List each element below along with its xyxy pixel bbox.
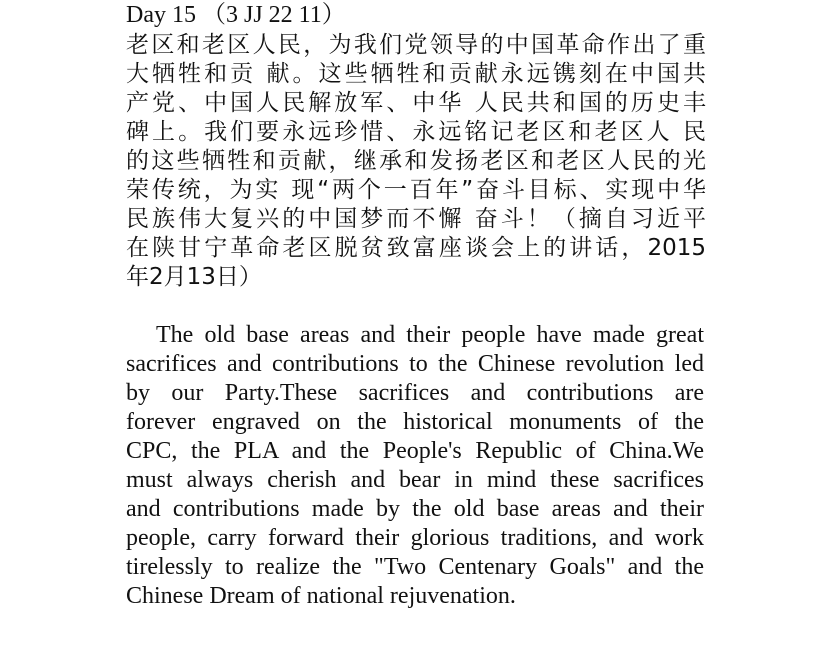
english-line: The old base areas and their people have made great [156,322,704,348]
english-line: Chinese Dream of national rejuvenation. [126,583,516,609]
english-line: and contributions made by the old base areas and their [126,496,704,522]
chinese-line: 民族伟大复兴的中国梦而不懈 奋斗！（摘自习近平 [126,206,706,232]
english-line: CPC, the PLA and the People's Republic of China.We [126,438,704,464]
chinese-line: 荣传统，为实 现“两个一百年”奋斗目标、实现中华 [126,177,706,203]
english-line: must always cherish and bear in mind these sacrifices [126,467,704,493]
english-line: tirelessly to realize the "Two Centenary Goals" and the [126,554,704,580]
chinese-line: 在陕甘宁革命老区脱贫致富座谈会上的讲话，2015 [126,235,706,261]
day-header: Day 15 （3 JJ 22 11） [126,2,346,28]
english-line: people, carry forward their glorious traditions, and work [126,525,704,551]
chinese-line: 老区和老区人民，为我们党领导的中国革命作出了重 [126,32,706,58]
chinese-line: 的这些牺牲和贡献，继承和发扬老区和老区人民的光 [126,148,706,174]
english-line: sacrifices and contributions to the Chinese revolution led [126,351,704,377]
chinese-line: 碑上。我们要永远珍惜、永远铭记老区和老区人 民 [126,119,706,145]
chinese-line: 大牺牲和贡 献。这些牺牲和贡献永远镌刻在中国共 [126,61,706,87]
english-line: by our Party.These sacrifices and contributions are [126,380,704,406]
english-line: forever engraved on the historical monuments of the [126,409,704,435]
chinese-line: 年2月13日） [126,264,262,290]
chinese-line: 产党、中国人民解放军、中华 人民共和国的历史丰 [126,90,706,116]
